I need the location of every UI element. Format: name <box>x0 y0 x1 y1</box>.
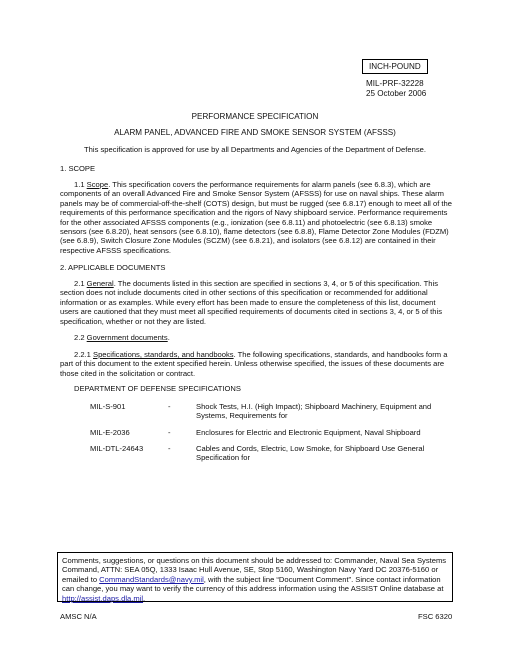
comments-text-a: Comments, suggestions, or questions on this document should be addressed to: Commander, Naval Sea Systems Command, ATTN: SEA 05Q, 1333 Isaac Hull Avenue, SE, Stop 5160, Washington Navy Yard DC 20376-5160 or emailed to <box>62 556 447 584</box>
spec-id: MIL-S-901 <box>90 402 126 411</box>
comments-text-c: . <box>143 593 146 603</box>
spec-dash: - <box>168 428 171 437</box>
inch-pound-stamp <box>362 59 428 74</box>
paragraph-2-2-1 <box>60 350 452 378</box>
comments-text-b: , with the subject line “Document Comment”. Since contact information can change, you may want to verify the currency of this address information using the ASSIST Online database at <box>62 574 444 594</box>
paragraph-2-2-title: Government documents <box>86 333 168 342</box>
paragraph-2-2 <box>74 333 170 342</box>
section-2-heading: 2. APPLICABLE DOCUMENTS <box>60 263 166 272</box>
fsc-label: FSC 6320 <box>418 612 453 621</box>
approval-statement: This specification is approved for use by all Departments and Agencies of the Department of Defense. <box>84 145 426 154</box>
paragraph-2-2-end: . <box>167 333 170 342</box>
paragraph-2-1-number: 2.1 <box>74 279 87 288</box>
inch-pound-label: INCH-POUND <box>369 62 421 71</box>
paragraph-1-1-title: Scope <box>86 180 109 189</box>
document-subtitle: ALARM PANEL, ADVANCED FIRE AND SMOKE SENSOR SYSTEM (AFSSS) <box>114 128 396 137</box>
spec-id: MIL-E-2036 <box>90 428 130 437</box>
paragraph-2-2-1-title: Specifications, standards, and handbooks <box>93 350 234 359</box>
assist-link[interactable]: http://assist.daps.dla.mil <box>62 593 144 603</box>
spec-description: Enclosures for Electric and Electronic Equipment, Naval Shipboard <box>196 428 421 437</box>
paragraph-2-1-text: . The documents listed in this section are specified in sections 3, 4, or 5 of this specification. This section does not include documents cited in other sections of this specification or recommended for additional information or as examples. While every effort has been made to ensure the completeness of this list, document users are cautioned that they must meet all specified requirements of documents cited in sections 3, 4, or 5 of this specification, whether or not they are listed. <box>60 279 442 326</box>
section-1-heading: 1. SCOPE <box>60 164 96 173</box>
email-link[interactable]: CommandStandards@navy.mil <box>99 574 204 584</box>
paragraph-1-1-number: 1.1 <box>74 180 87 189</box>
document-date: 25 October 2006 <box>366 89 427 98</box>
paragraph-1-1-text: . This specification covers the performance requirements for alarm panels (see 6.8.3), which are components of an overall Advanced Fire and Smoke Sensor System (AFSSS) for use on naval ships. These alarm panels may be of commercial-off-the-shelf (COTS) design, but must be rugged (see 6.8.17) enough to meet all of the requirements of this performance specification and the rigors of Navy shipboard service. Performance requirements for the other associated AFSSS components (e.g., ionization (see 6.8.11) and photoelectric (see 6.8.13) smoke sensors (see 6.8.20), heat sensors (see 6.8.10), flame detectors (see 6.8.8), Flame Detector Zone Modules (FDZM) (see 6.8.9), Switch Closure Zone Modules (SCZM) (see 6.8.21), and isolators (see 6.8.12) are contained in their respective AFSSS specifications. <box>60 180 452 255</box>
spec-description: Shock Tests, H.I. (High Impact); Shipboard Machinery, Equipment and Systems, Requirements for <box>196 402 432 421</box>
dod-specifications-heading: DEPARTMENT OF DEFENSE SPECIFICATIONS <box>74 384 241 393</box>
paragraph-2-1 <box>60 279 452 326</box>
paragraph-2-1-title: General <box>86 279 114 288</box>
comments-box <box>57 552 453 602</box>
paragraph-2-2-1-number: 2.2.1 <box>74 350 93 359</box>
document-number: MIL-PRF-32228 <box>366 79 424 88</box>
spec-description: Cables and Cords, Electric, Low Smoke, for Shipboard Use General Specification for <box>196 444 425 463</box>
paragraph-1-1 <box>60 180 452 255</box>
paragraph-2-2-1-text: . The following specifications, standards, and handbooks form a part of this document to the extent specified herein. Unless otherwise specified, the issues of these documents are those cited in the solicitation or contract. <box>60 350 448 378</box>
spec-dash: - <box>168 444 171 453</box>
spec-id: MIL-DTL-24643 <box>90 444 144 453</box>
document-title: PERFORMANCE SPECIFICATION <box>191 112 319 121</box>
paragraph-2-2-number: 2.2 <box>74 333 87 342</box>
spec-dash: - <box>168 402 171 411</box>
amsc-label: AMSC N/A <box>60 612 97 621</box>
